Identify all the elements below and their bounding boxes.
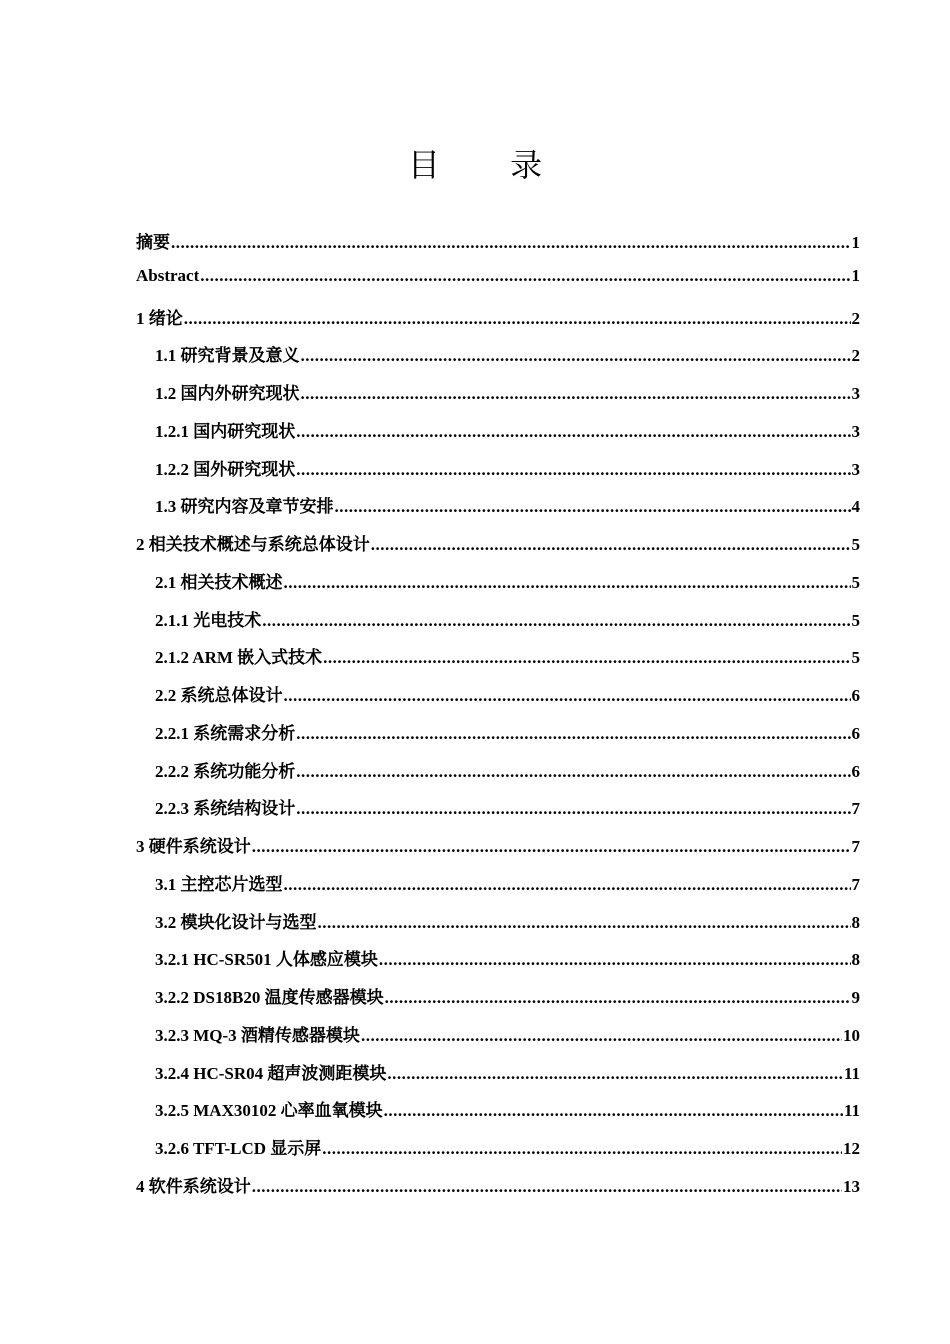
toc-entry[interactable] <box>136 568 860 606</box>
toc-entry[interactable] <box>136 341 860 379</box>
toc-entry-label: 2.1.2 ARM 嵌入式技术 <box>155 648 323 668</box>
toc-leader-dots <box>371 535 851 555</box>
toc-leader-dots <box>387 1064 843 1084</box>
toc-entry[interactable] <box>136 455 860 493</box>
toc-entry-page: 5 <box>851 572 860 592</box>
toc-entry-label: 3.2.6 TFT-LCD 显示屏 <box>155 1139 322 1158</box>
toc-entry[interactable] <box>136 1172 860 1210</box>
toc-entry-page: 1 <box>851 265 860 285</box>
toc-entry-label: 摘要 <box>136 233 170 252</box>
toc-entry[interactable] <box>136 1096 860 1134</box>
toc-entry-page: 7 <box>851 874 860 894</box>
toc-leader-dots <box>379 950 851 970</box>
toc-entry-label: 1.1 研究背景及意义 <box>155 346 300 366</box>
toc-entry-page: 9 <box>851 988 860 1007</box>
toc-entry-page: 10 <box>843 1025 860 1045</box>
toc-entry-label: 4 软件系统设计 <box>136 1176 251 1196</box>
toc-entry-page: 2 <box>851 346 860 366</box>
toc-entry[interactable] <box>136 606 860 644</box>
toc-entry-page: 12 <box>843 1139 860 1158</box>
toc-entry-page: 1 <box>851 233 860 252</box>
page-title: 目 录 <box>407 146 573 184</box>
toc-entry-page: 4 <box>851 497 860 517</box>
toc-leader-dots <box>361 1026 842 1046</box>
toc-leader-dots <box>335 497 851 517</box>
toc-entry-label: 1.2 国内外研究现状 <box>155 384 300 403</box>
toc-entry-label: 2.1.1 光电技术 <box>155 610 262 630</box>
toc-entry[interactable] <box>136 379 860 417</box>
toc-entry-label: 3.1 主控芯片选型 <box>155 874 283 894</box>
toc-entry[interactable] <box>136 870 860 908</box>
toc-entry[interactable] <box>136 757 860 795</box>
toc-leader-dots <box>252 1177 842 1197</box>
toc-entry[interactable] <box>136 719 860 757</box>
toc-entry-page: 7 <box>851 837 860 856</box>
toc-entry-page: 8 <box>851 950 860 970</box>
toc-entry-page: 6 <box>851 761 860 781</box>
toc-leader-dots <box>322 1139 842 1159</box>
toc-entry[interactable] <box>136 945 860 983</box>
toc-leader-dots <box>301 346 851 366</box>
toc-entry-page: 7 <box>851 799 860 819</box>
toc-leader-dots <box>384 1101 843 1121</box>
toc-entry-page: 6 <box>851 723 860 743</box>
toc-entry-label: 2.2.3 系统结构设计 <box>155 799 296 819</box>
toc-entry-page: 6 <box>851 686 860 705</box>
toc-entry-page: 13 <box>843 1176 860 1196</box>
toc-leader-dots <box>301 384 851 404</box>
toc-leader-dots <box>284 573 851 593</box>
toc-entry-label: 1 绪论 <box>136 308 183 328</box>
toc-entry[interactable] <box>136 417 860 455</box>
toc-entry-page: 8 <box>851 912 860 932</box>
toc-entry-label: 3.2 模块化设计与选型 <box>155 912 317 932</box>
toc-leader-dots <box>284 686 851 706</box>
toc-leader-dots <box>296 422 850 442</box>
toc-entry-label: 1.2.1 国内研究现状 <box>155 421 296 441</box>
toc-entry-label: 1.2.2 国外研究现状 <box>155 459 296 479</box>
toc-leader-dots <box>296 724 850 744</box>
toc-entry-label: 2 相关技术概述与系统总体设计 <box>136 535 370 554</box>
toc-entry-label: 3.2.2 DS18B20 温度传感器模块 <box>155 988 384 1007</box>
toc-entry[interactable] <box>136 1021 860 1059</box>
toc-entry[interactable] <box>136 832 860 870</box>
toc-entry[interactable] <box>136 908 860 946</box>
toc-entry-label: 3.2.3 MQ-3 酒精传感器模块 <box>155 1025 360 1045</box>
toc-entry-label: 1.3 研究内容及章节安排 <box>155 497 334 517</box>
toc-entry-label: 2.2.2 系统功能分析 <box>155 761 296 781</box>
toc-leader-dots <box>385 988 851 1008</box>
toc-entry-page: 11 <box>843 1063 860 1083</box>
toc-entry-label: 3.2.5 MAX30102 心率血氧模块 <box>155 1101 383 1121</box>
toc-entry-page: 3 <box>851 459 860 479</box>
table-of-contents <box>136 228 860 1210</box>
toc-entry[interactable] <box>136 983 860 1021</box>
toc-entry[interactable] <box>136 794 860 832</box>
toc-entry-label: 2.2 系统总体设计 <box>155 686 283 705</box>
toc-entry-page: 2 <box>851 308 860 328</box>
toc-entry[interactable] <box>136 266 860 304</box>
toc-leader-dots <box>284 875 851 895</box>
toc-entry-page: 5 <box>851 535 860 554</box>
toc-entry[interactable] <box>136 1134 860 1172</box>
toc-leader-dots <box>200 266 850 286</box>
toc-leader-dots <box>296 762 850 782</box>
toc-entry-label: 2.1 相关技术概述 <box>155 572 283 592</box>
toc-leader-dots <box>171 233 851 253</box>
toc-entry-label: 2.2.1 系统需求分析 <box>155 723 296 743</box>
toc-entry-label: 3 硬件系统设计 <box>136 837 251 856</box>
toc-entry-page: 11 <box>843 1101 860 1121</box>
toc-leader-dots <box>296 799 850 819</box>
toc-entry-label: 3.2.4 HC-SR04 超声波测距模块 <box>155 1063 387 1083</box>
toc-entry-label: 3.2.1 HC-SR501 人体感应模块 <box>155 950 378 970</box>
toc-leader-dots <box>252 837 851 857</box>
toc-leader-dots <box>318 913 851 933</box>
toc-entry[interactable] <box>136 681 860 719</box>
toc-leader-dots <box>323 648 850 668</box>
toc-entry[interactable] <box>136 228 860 266</box>
toc-entry-page: 3 <box>851 421 860 441</box>
toc-entry[interactable] <box>136 1059 860 1097</box>
toc-leader-dots <box>262 611 850 631</box>
toc-entry-page: 3 <box>851 384 860 403</box>
toc-entry[interactable] <box>136 304 860 342</box>
toc-entry[interactable] <box>136 643 860 681</box>
toc-entry[interactable] <box>136 492 860 530</box>
toc-entry[interactable] <box>136 530 860 568</box>
toc-leader-dots <box>296 460 850 480</box>
toc-entry-page: 5 <box>851 610 860 630</box>
toc-entry-page: 5 <box>851 648 860 668</box>
toc-leader-dots <box>184 309 851 329</box>
toc-entry-label: Abstract <box>136 265 200 285</box>
